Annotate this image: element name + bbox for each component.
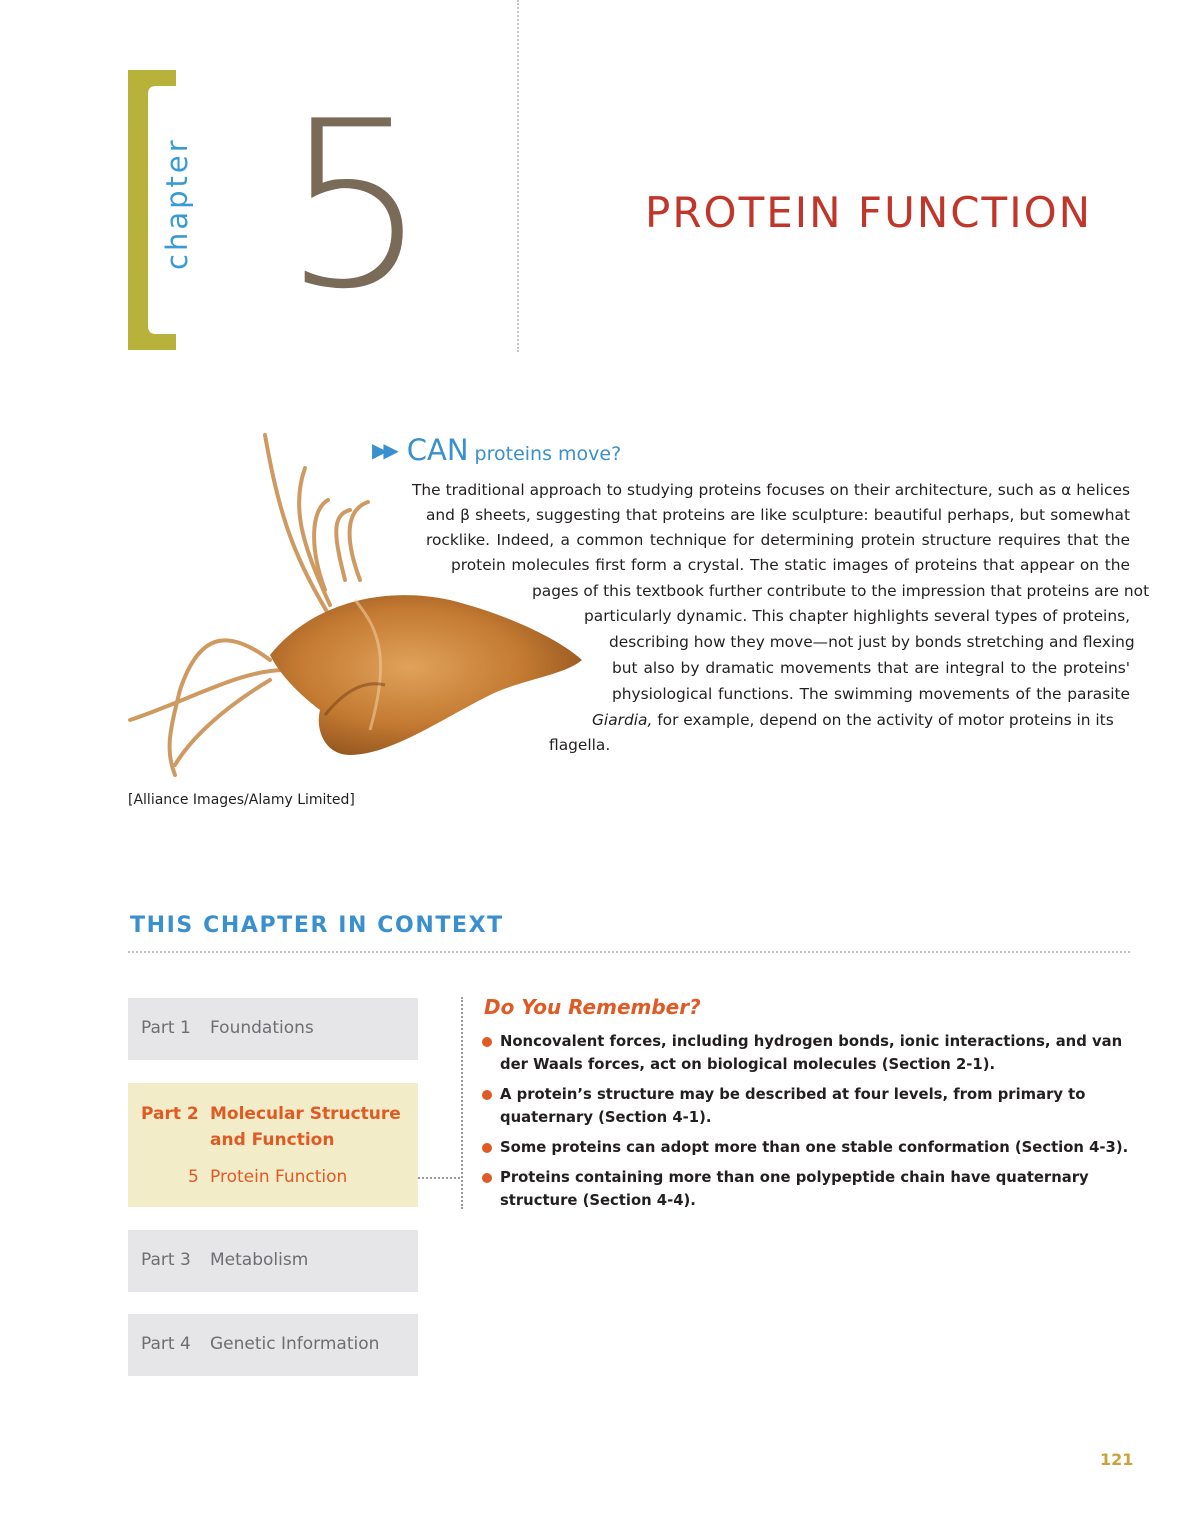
- remember-item: [482, 1136, 1142, 1159]
- part-number: Part 3: [141, 1250, 191, 1270]
- part-name: Foundations: [210, 1018, 314, 1038]
- remember-item: [482, 1083, 1142, 1129]
- part-number: Part 2: [141, 1104, 199, 1124]
- part-name-line2: and Function: [210, 1130, 335, 1150]
- question-small: proteins move?: [474, 443, 622, 465]
- chapter-title: PROTEIN FUNCTION: [645, 188, 1093, 237]
- intro-line-giardia: [592, 708, 1130, 733]
- part-3-box: [128, 1230, 418, 1292]
- remember-text: Proteins containing more than one polypeptide chain have quaternary structure (Section 4-4).: [500, 1169, 1089, 1209]
- intro-line: rocklike. Indeed, a common technique for determining protein structure requires that the: [426, 531, 1130, 549]
- remember-text: Some proteins can adopt more than one stable conformation (Section 4-3).: [500, 1139, 1129, 1156]
- intro-line: describing how they move—not just by bonds stretching and flexing: [609, 633, 1135, 651]
- intro-line: particularly dynamic. This chapter highlights several types of proteins,: [584, 607, 1130, 625]
- intro-line: and β sheets, suggesting that proteins are like sculpture: beautiful perhaps, but somewhat: [426, 506, 1130, 524]
- remember-item: [482, 1166, 1142, 1212]
- remember-title: Do You Remember?: [484, 995, 701, 1019]
- chapter-label: [160, 137, 200, 280]
- remember-item: [482, 1030, 1142, 1076]
- intro-line: pages of this textbook further contribute to the impression that proteins are not: [532, 582, 1150, 600]
- remember-divider: [461, 997, 463, 1209]
- chapter-word: chapter: [160, 137, 194, 270]
- chapter-sub-number: 5: [188, 1167, 199, 1187]
- bullet-icon: [482, 1143, 492, 1153]
- part-2-box: [128, 1083, 418, 1207]
- part-name-line1: Molecular Structure: [210, 1104, 401, 1124]
- context-divider: [128, 951, 1130, 953]
- remember-text: Noncovalent forces, including hydrogen bonds, ionic interactions, and van der Waals forces, act on biological molecules (Section 2-1).: [500, 1033, 1123, 1073]
- part-name: Metabolism: [210, 1250, 309, 1270]
- bullet-icon: [482, 1173, 492, 1183]
- question-big: CAN: [406, 433, 469, 467]
- part-number: Part 1: [141, 1018, 191, 1038]
- intro-line: physiological functions. The swimming movements of the parasite: [612, 685, 1130, 703]
- connector-dots: [418, 1177, 460, 1179]
- giardia-term: Giardia,: [592, 711, 653, 729]
- part-name: Genetic Information: [210, 1334, 380, 1354]
- intro-question: [372, 433, 621, 467]
- intro-line: but also by dramatic movements that are integral to the proteins': [612, 659, 1130, 677]
- part-4-box: [128, 1314, 418, 1376]
- intro-line: The traditional approach to studying proteins focuses on their architecture, such as α helices: [412, 481, 1130, 499]
- header-divider: [517, 0, 519, 352]
- chapter-number: 5: [282, 73, 429, 340]
- intro-line: flagella.: [549, 736, 611, 754]
- image-credit: [Alliance Images/Alamy Limited]: [128, 792, 355, 808]
- part-number: Part 4: [141, 1334, 191, 1354]
- page-number: 121: [1100, 1450, 1134, 1469]
- remember-text: A protein’s structure may be described at four levels, from primary to quaternary (Section 4-1).: [500, 1086, 1086, 1126]
- double-arrow-icon: ▶▶: [372, 438, 395, 462]
- bullet-icon: [482, 1037, 492, 1047]
- chapter-sub-name: Protein Function: [210, 1167, 348, 1187]
- part-1-box: [128, 998, 418, 1060]
- bullet-icon: [482, 1090, 492, 1100]
- intro-line: for example, depend on the activity of motor proteins in its: [657, 711, 1114, 729]
- context-title: THIS CHAPTER IN CONTEXT: [130, 913, 504, 938]
- intro-line: protein molecules first form a crystal. The static images of proteins that appear on the: [451, 556, 1130, 574]
